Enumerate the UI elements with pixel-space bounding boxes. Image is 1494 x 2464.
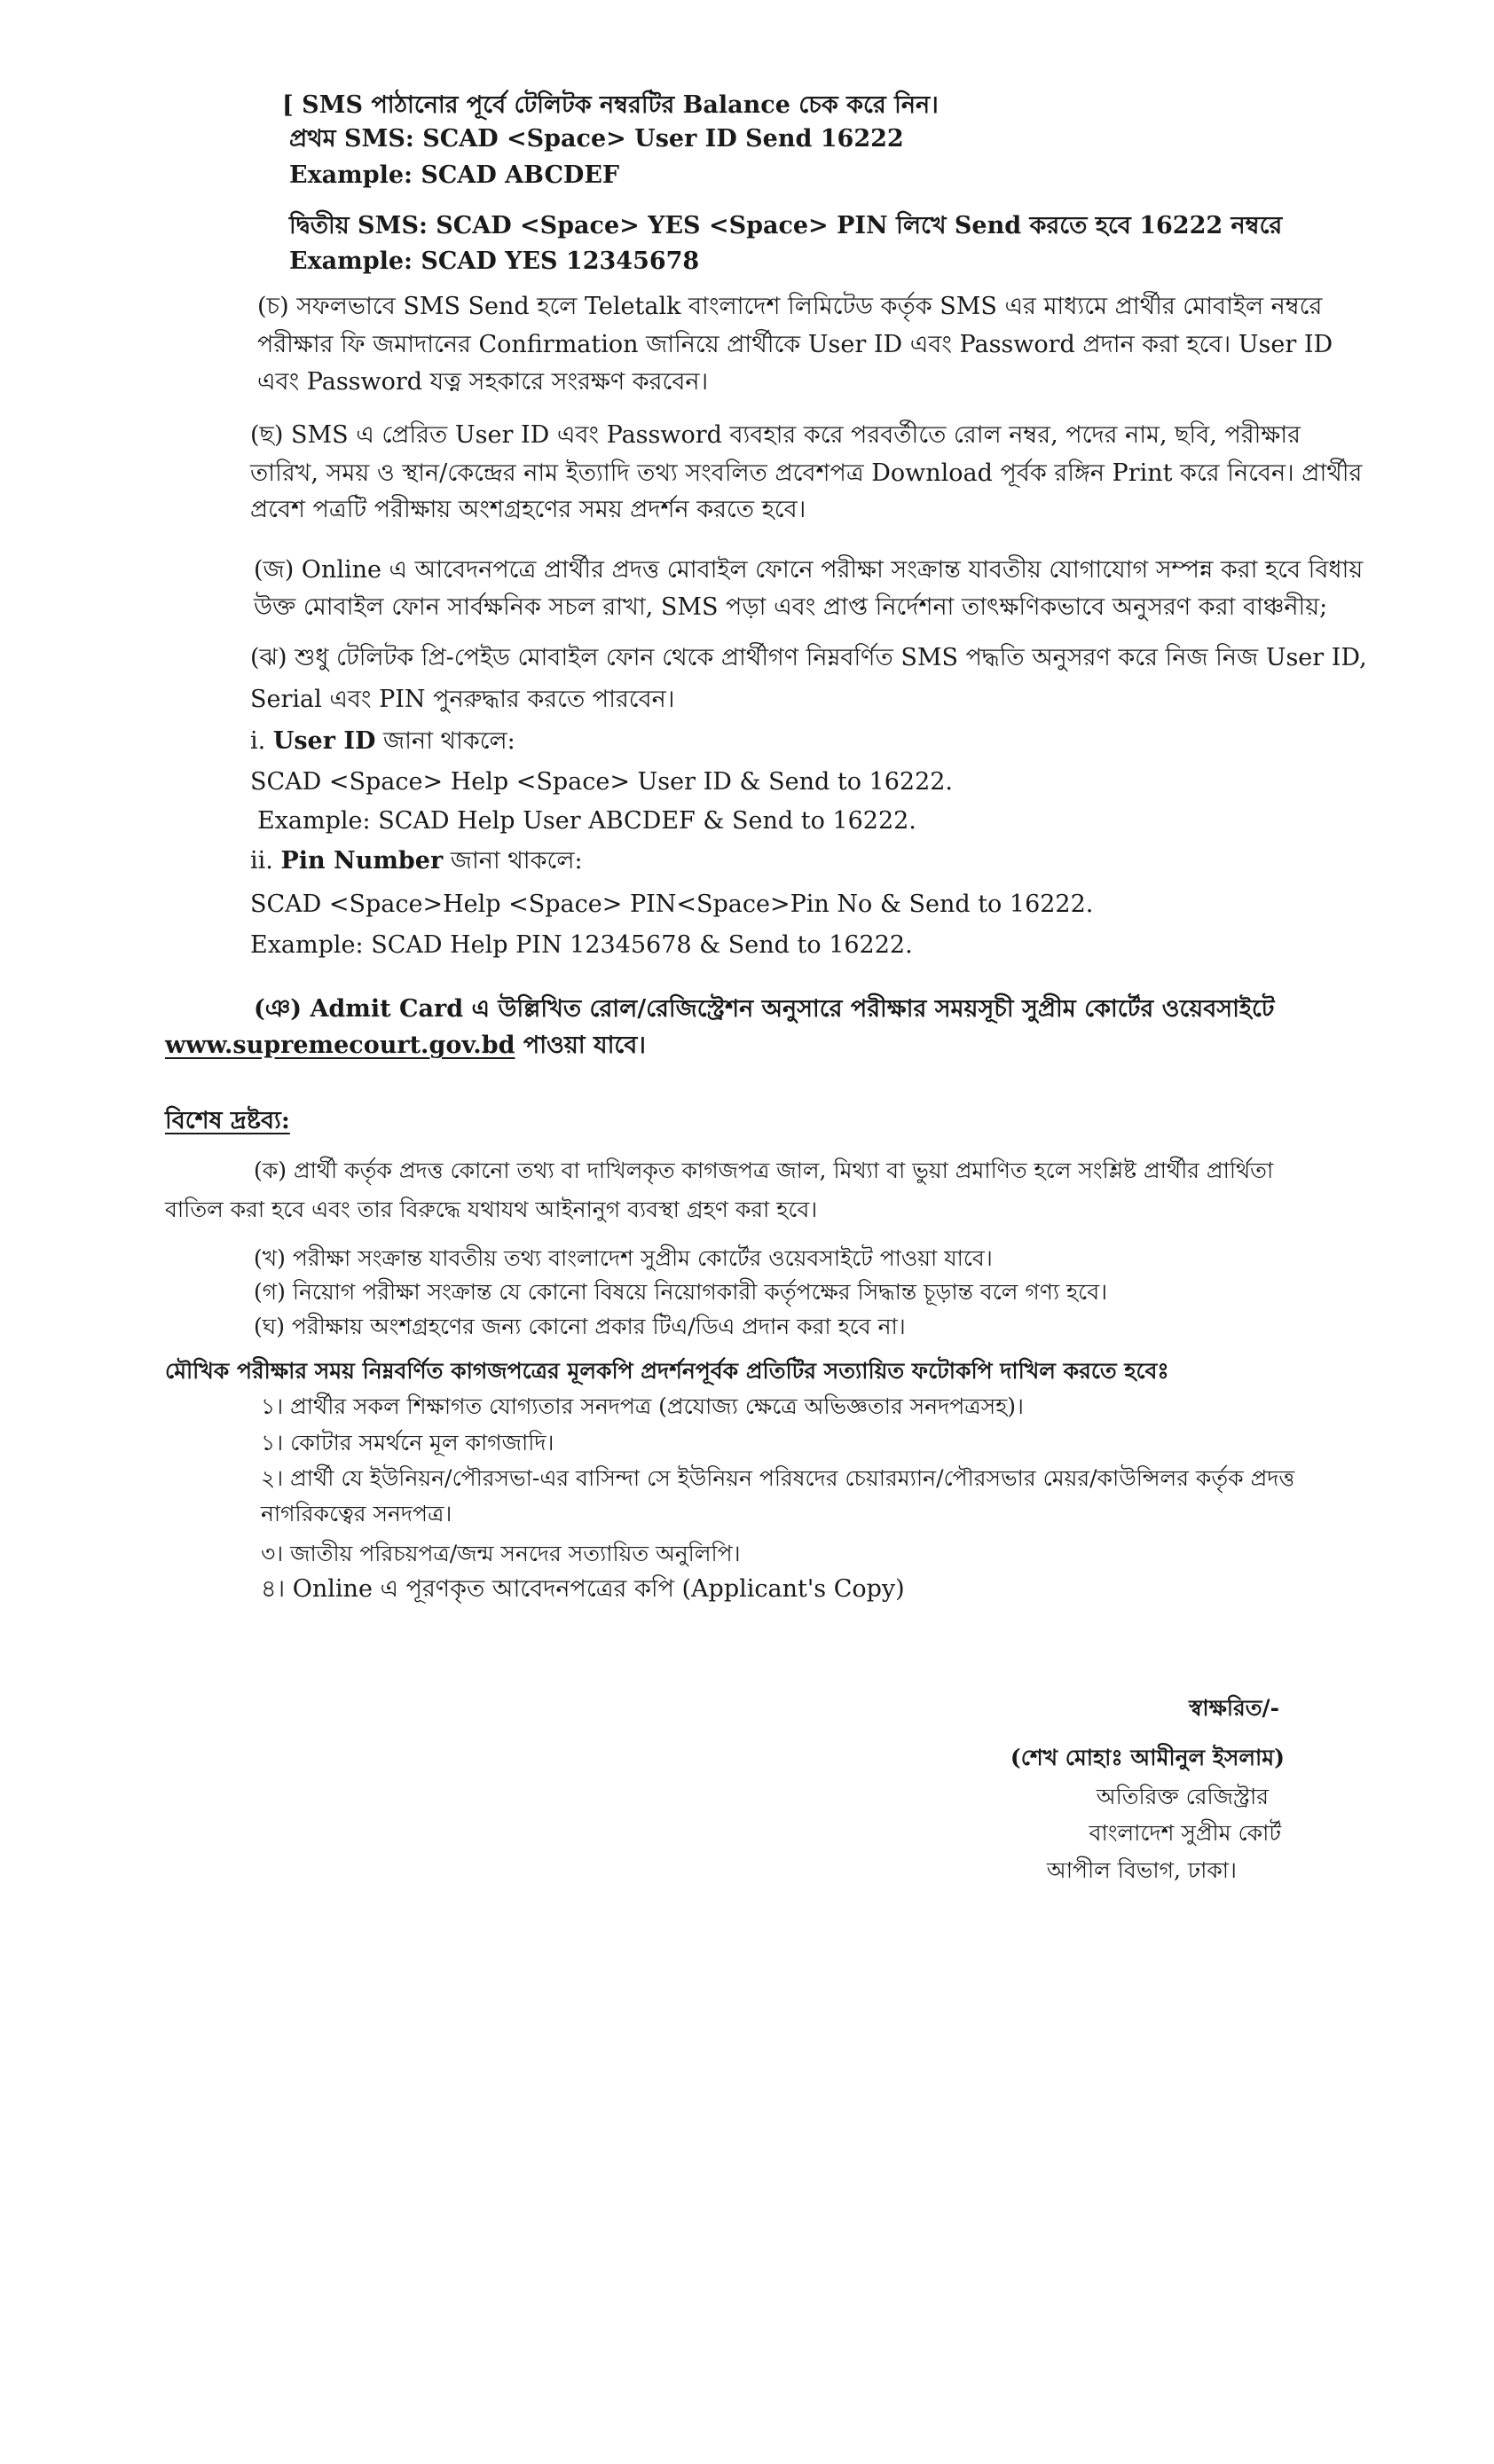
user-id-heading: i. User ID জানা থাকলে: xyxy=(250,727,515,755)
pin-command: SCAD <Space>Help <Space> PIN<Space>Pin No & Send to 16222. xyxy=(250,891,1094,918)
supreme-court-website-link[interactable]: www.supremecourt.gov.bd xyxy=(165,1032,515,1059)
viva-item: ৩। জাতীয় পরিচয়পত্র/জন্ম সনদের সত্যায়িত অনুলিপি। xyxy=(261,1541,741,1566)
first-sms-example: Example: SCAD ABCDEF xyxy=(289,161,620,189)
note-kha: (খ) পরীক্ষা সংক্রান্ত যাবতীয় তথ্য বাংলাদেশ সুপ্রীম কোর্টের ওয়েবসাইটে পাওয়া যাবে। xyxy=(254,1245,993,1271)
section-nya-line-1: (ঞ) Admit Card এ উল্লিখিত রোল/রেজিস্ট্রেশন অনুসারে পরীক্ষার সময়সূচী সুপ্রীম কোর্টের ওয়েবসাইটে xyxy=(254,995,1275,1023)
section-chha-line-3: প্রবেশ পত্রটি পরীক্ষায় অংশগ্রহণের সময় প্রদর্শন করতে হবে। xyxy=(250,496,806,523)
second-sms-instruction: দ্বিতীয় SMS: SCAD <Space> YES <Space> PIN লিখে Send করতে হবে 16222 নম্বরে xyxy=(289,212,1283,239)
pin-example: Example: SCAD Help PIN 12345678 & Send to 16222. xyxy=(250,931,913,959)
section-cha-line-3: এবং Password যত্ন সহকারে সংরক্ষণ করবেন। xyxy=(257,368,709,396)
note-ka-line-2: বাতিল করা হবে এবং তার বিরুদ্ধে যথাযথ আইনানুগ ব্যবস্থা গ্রহণ করা হবে। xyxy=(165,1197,818,1222)
section-chha-line-2: তারিখ, সময় ও স্থান/কেন্দ্রের নাম ইত্যাদি তথ্য সংবলিত প্রবেশপত্র Download পূর্বক রঙ্গিন Print করে নিবেন। প্রার্থীর xyxy=(250,459,1363,487)
section-chha-line-1: (ছ) SMS এ প্রেরিত User ID এবং Password ব্যবহার করে পরবর্তীতে রোল নম্বর, পদের নাম, ছবি, পরীক্ষার xyxy=(250,421,1301,449)
signatory-office: বাংলাদেশ সুপ্রীম কোর্ট xyxy=(1089,1820,1281,1846)
pin-heading: ii. Pin Number জানা থাকলে: xyxy=(250,847,583,875)
second-sms-example: Example: SCAD YES 12345678 xyxy=(289,247,700,275)
user-id-command: SCAD <Space> Help <Space> User ID & Send to 16222. xyxy=(250,768,954,796)
signed-mark: স্বাক্ষরিত/- xyxy=(1189,1695,1279,1721)
balance-note: [ SMS পাঠানোর পূর্বে টেলিটক নম্বরটির Balance চেক করে নিন। xyxy=(282,91,939,119)
note-gha: (ঘ) পরীক্ষায় অংশগ্রহণের জন্য কোনো প্রকার টিএ/ডিএ প্রদান করা হবে না। xyxy=(254,1314,906,1339)
special-notes-heading: বিশেষ দ্রষ্টব্য: xyxy=(165,1107,290,1134)
viva-item: ১। প্রার্থীর সকল শিক্ষাগত যোগ্যতার সনদপত্র (প্রযোজ্য ক্ষেত্রে অভিজ্ঞতার সনদপত্রসহ)। xyxy=(261,1393,1024,1419)
viva-item: ৪। Online এ পূরণকৃত আবেদনপত্রের কপি (Applicant's Copy) xyxy=(261,1575,905,1603)
section-ja-line-2: উক্ত মোবাইল ফোন সার্বক্ষনিক সচল রাখা, SMS পড়া এবং প্রাপ্ত নির্দেশনা তাৎক্ষণিকভাবে অনুসরণ করা বাঞ্চনীয়; xyxy=(254,593,1328,621)
signatory-name: (শেখ মোহাঃ আমীনুল ইসলাম) xyxy=(1010,1745,1285,1770)
viva-item: ১। কোটার সমর্থনে মূল কাগজাদি। xyxy=(261,1430,554,1456)
signatory-designation: অতিরিক্ত রেজিস্ট্রার xyxy=(1096,1784,1269,1809)
section-jha-line-2: Serial এবং PIN পুনরুদ্ধার করতে পারবেন। xyxy=(250,686,675,713)
section-cha-line-2: পরীক্ষার ফি জমাদানের Confirmation জানিয়ে প্রার্থীকে User ID এবং Password প্রদান করা হবে। User ID xyxy=(257,331,1333,358)
signatory-division: আপীল বিভাগ, ঢাকা। xyxy=(1046,1857,1237,1883)
section-jha-line-1: (ঝ) শুধু টেলিটক প্রি-পেইড মোবাইল ফোন থেকে প্রার্থীগণ নিম্নবর্ণিত SMS পদ্ধতি অনুসরণ করে নিজ নিজ User ID, xyxy=(250,644,1367,671)
viva-documents-heading: মৌখিক পরীক্ষার সময় নিম্নবর্ণিত কাগজপত্রের মূলকপি প্রদর্শনপূর্বক প্রতিটির সত্যায়িত ফটোকপি দাখিল করতে হবেঃ xyxy=(165,1358,1169,1384)
section-cha-line-1: (চ) সফলভাবে SMS Send হলে Teletalk বাংলাদেশ লিমিটেড কর্তৃক SMS এর মাধ্যমে প্রার্থীর মোবাইল নম্বরে xyxy=(257,293,1323,320)
first-sms-instruction: প্রথম SMS: SCAD <Space> User ID Send 16222 xyxy=(289,125,904,153)
note-ga: (গ) নিয়োগ পরীক্ষা সংক্রান্ত যে কোনো বিষয়ে নিয়োগকারী কর্তৃপক্ষের সিদ্ধান্ত চূড়ান্ত বলে গণ্য হবে। xyxy=(254,1279,1108,1305)
user-id-example: Example: SCAD Help User ABCDEF & Send to 16222. xyxy=(257,807,916,835)
section-nya-line-2: www.supremecourt.gov.bd পাওয়া যাবে। xyxy=(165,1032,646,1059)
section-ja-line-1: (জ) Online এ আবেদনপত্রে প্রার্থীর প্রদত্ত মোবাইল ফোনে পরীক্ষা সংক্রান্ত যাবতীয় যোগাযোগ সম্পন্ন করা হবে বিধায় xyxy=(254,556,1364,584)
viva-item: ২। প্রার্থী যে ইউনিয়ন/পৌরসভা-এর বাসিন্দা সে ইউনিয়ন পরিষদের চেয়ারম্যান/পৌরসভার মেয়র/কাউন্সিলর কর্তৃক প্রদত্ত xyxy=(261,1465,1295,1491)
note-ka-line-1: (ক) প্রার্থী কর্তৃক প্রদত্ত কোনো তথ্য বা দাখিলকৃত কাগজপত্র জাল, মিথ্যা বা ভুয়া প্রমাণিত হলে সংশ্লিষ্ট প্রার্থীর প্রার্থিতা xyxy=(254,1157,1274,1183)
viva-item: নাগরিকত্বের সনদপত্র। xyxy=(261,1501,452,1526)
